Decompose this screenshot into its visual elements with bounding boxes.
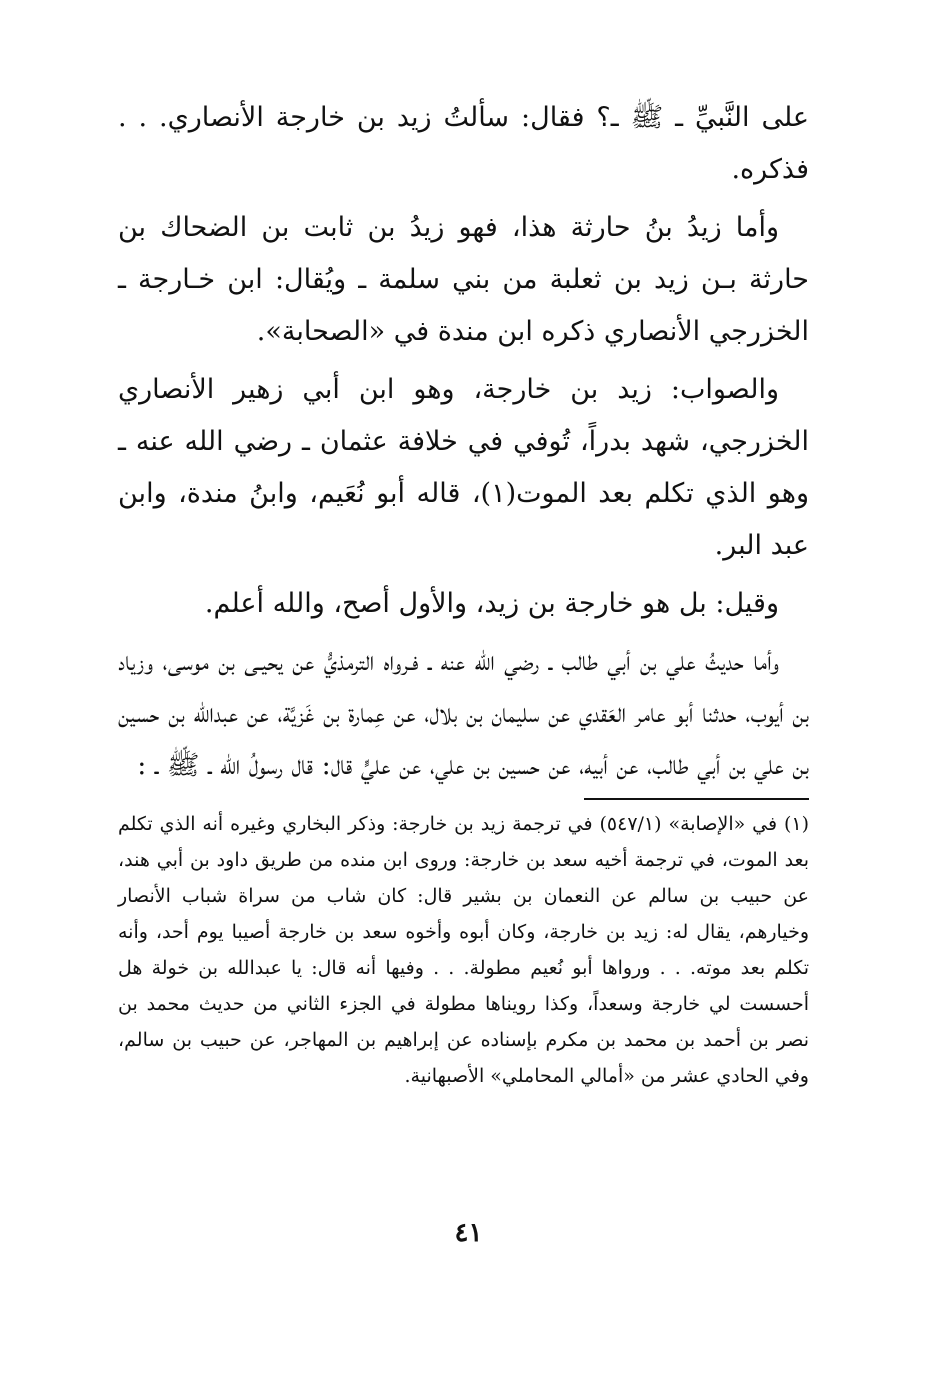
paragraph-3: والصواب: زيد بن خارجة، وهو ابن أبي زهير الأنصاري الخزرجي، شهد بدراً، تُوفي في خلافة عثمان ـ رضي الله عنه ـ وهو الذي تكلم بعد الموت(١)، قاله أبو نُعَيم، وابنُ مندة، وابن عبد البر.	[118, 374, 809, 561]
footnote	[118, 806, 809, 1094]
footnote-divider	[584, 798, 809, 800]
page-number: ٤١	[454, 1218, 483, 1248]
paragraph-2: وأما زيدُ بنُ حارثة هذا، فهو زيدُ بن ثابت بن الضحاك بن حارثة بـن زيد بن ثعلبة من بني سلمة ـ ويُقال: ابن خـارجة ـ الخزرجي الأنصاري ذكره ابن مندة في «الصحابة».	[118, 212, 809, 347]
paragraph-5: وأما حديثُ علي بن أبي طالب ـ رضي الله عنه ـ فـرواه الترمذيُّ عن يحيـى بن موسى، وزياد بن أيوب، حدثنا أبو عامر العَقدي عن سليمان بن بلال، عن عِمارة بن غَزيَّة، عن عبدالله بن حسين بن علي بن أبي طالب، عن أبيه، عن حسين بن علي، عن عليٍّ قال: قال رسولُ الله ـ ﷺ ـ :	[118, 646, 809, 781]
paragraph-4: وقيل: بل هو خارجة بن زيد، والأول أصح، والله أعلم.	[204, 588, 779, 619]
footnote-text: (١) في «الإصابة» (٥٤٧/١) في ترجمة زيد بن خارجة: وذكر البخاري وغيره أنه الذي تكلم بعد الموت، في ترجمة أخيه سعد بن خارجة: وروى ابن منده من طريق داود بن أبي هند، عن حبيب بن سالم عن النعمان بن بشير قال: كان شاب من سراة شباب الأنصار وخيارهم، يقال له: زيد بن خارجة، وكان أبوه وأخوه سعد بن خارجة أصيبا يوم أحد، وأنه تكلم بعد موته. . . ورواها أبو نُعيم مطولة. . . وفيها أنه قال: يا عبدالله بن خولة هل أحسست لي خارجة وسعداً، وكذا رويناها مطولة في الجزء الثاني من حديث محمد بن نصر بن أحمد بن محمد بن مكرم بإسناده عن إبراهيم بن المهاجر، عن حبيب بن سالم، وفي الحادي عشر من «أمالي المحاملي» الأصبهانية.	[118, 813, 809, 1087]
paragraph-1: على النَّبيِّ ـ ﷺ ـ؟ فقال: سألتُ زيد بن خارجة الأنصاري. . . فذكره.	[118, 102, 809, 185]
main-text	[118, 92, 809, 792]
